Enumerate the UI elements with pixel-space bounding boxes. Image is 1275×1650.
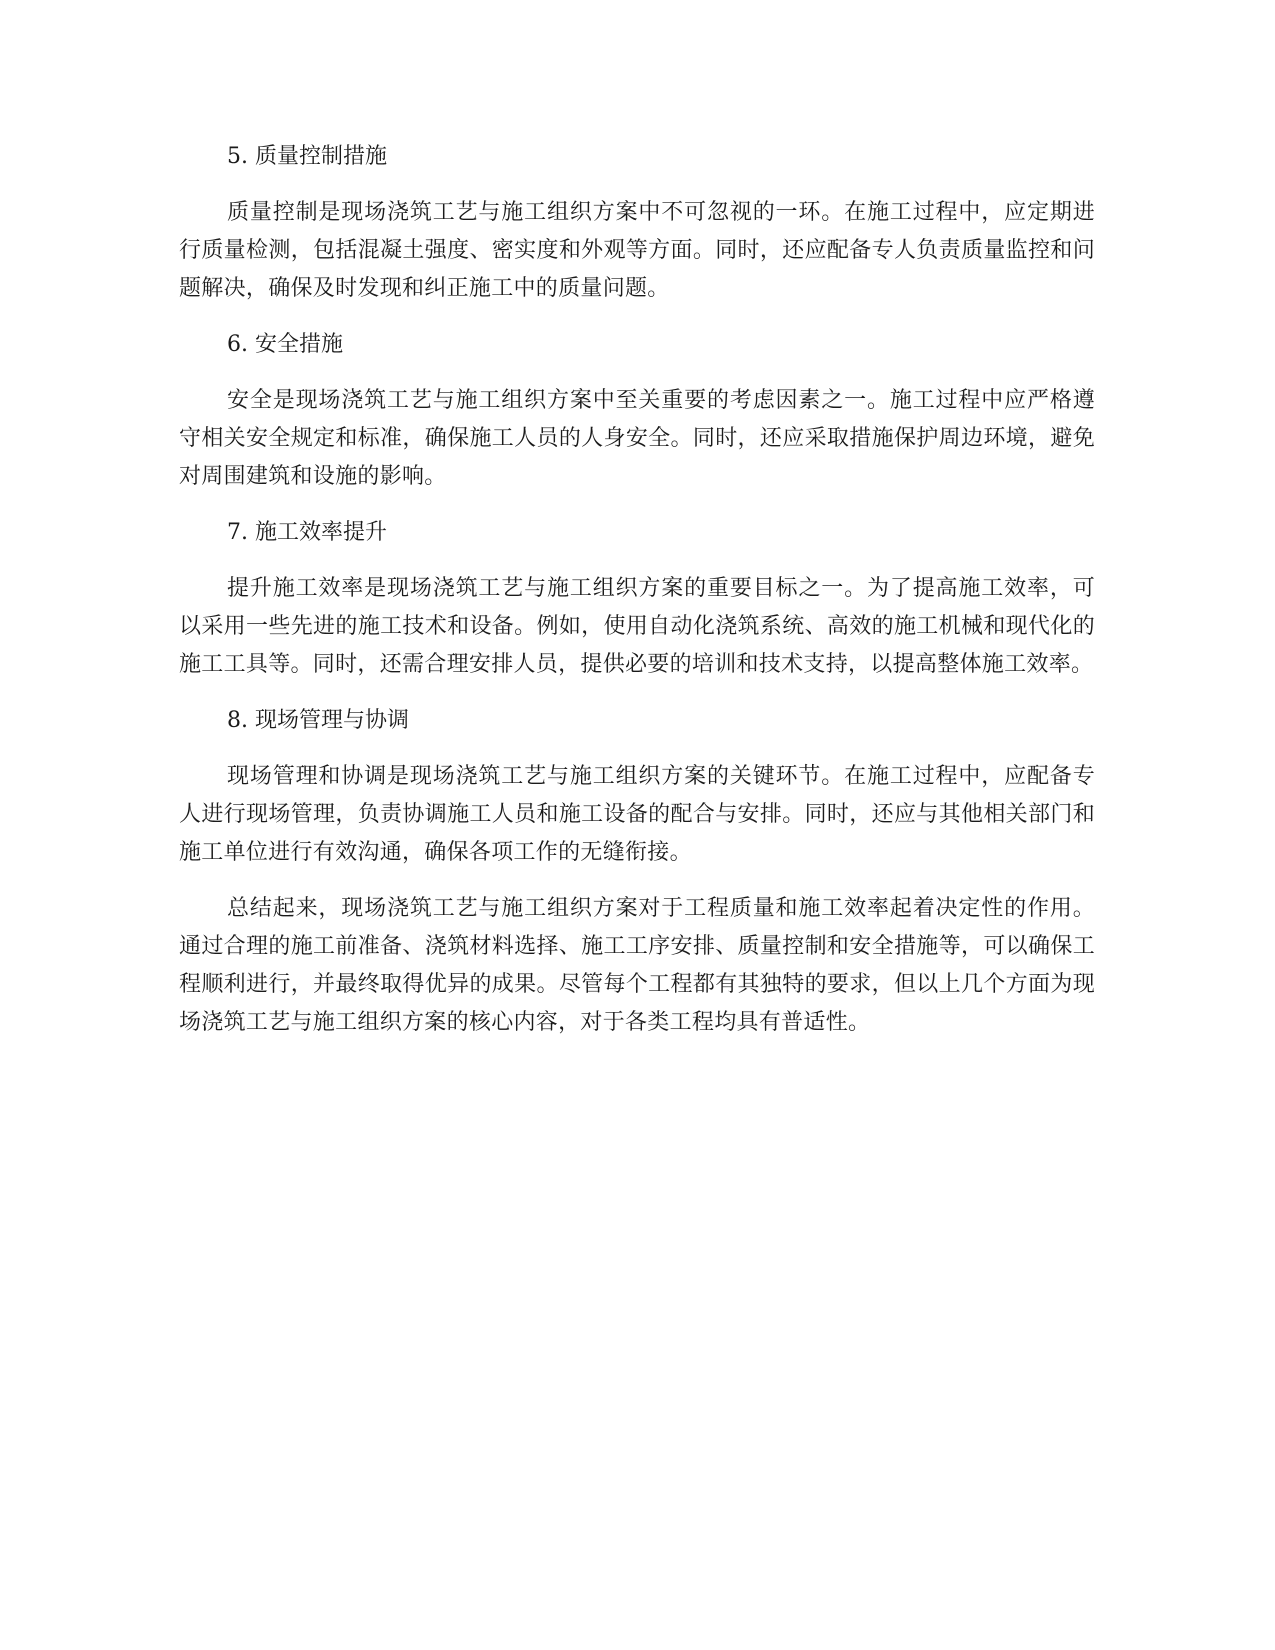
document-page xyxy=(179,138,1095,1042)
section-heading-7: 7. 施工效率提升 xyxy=(227,520,387,545)
conclusion-paragraph: 总结起来，现场浇筑工艺与施工组织方案对于工程质量和施工效率起着决定性的作用。通过合理的施工前准备、浇筑材料选择、施工工序安排、质量控制和安全措施等，可以确保工程顺利进行，并最终取得优异的成果。尽管每个工程都有其独特的要求，但以上几个方面为现场浇筑工艺与施工组织方案的核心内容，对于各类工程均具有普适性。 xyxy=(179,896,1095,1035)
section-paragraph-8: 现场管理和协调是现场浇筑工艺与施工组织方案的关键环节。在施工过程中，应配备专人进行现场管理，负责协调施工人员和施工设备的配合与安排。同时，还应与其他相关部门和施工单位进行有效沟通，确保各项工作的无缝衔接。 xyxy=(179,764,1095,865)
section-heading-8: 8. 现场管理与协调 xyxy=(227,708,409,733)
section-paragraph-7: 提升施工效率是现场浇筑工艺与施工组织方案的重要目标之一。为了提高施工效率，可以采用一些先进的施工技术和设备。例如，使用自动化浇筑系统、高效的施工机械和现代化的施工工具等。同时，还需合理安排人员，提供必要的培训和技术支持，以提高整体施工效率。 xyxy=(179,576,1095,677)
section-paragraph-6: 安全是现场浇筑工艺与施工组织方案中至关重要的考虑因素之一。施工过程中应严格遵守相关安全规定和标准，确保施工人员的人身安全。同时，还应采取措施保护周边环境，避免对周围建筑和设施的影响。 xyxy=(179,388,1095,489)
section-heading-6: 6. 安全措施 xyxy=(227,332,343,357)
section-paragraph-5: 质量控制是现场浇筑工艺与施工组织方案中不可忽视的一环。在施工过程中，应定期进行质量检测，包括混凝土强度、密实度和外观等方面。同时，还应配备专人负责质量监控和问题解决，确保及时发现和纠正施工中的质量问题。 xyxy=(179,200,1095,301)
section-heading-5: 5. 质量控制措施 xyxy=(227,144,387,169)
